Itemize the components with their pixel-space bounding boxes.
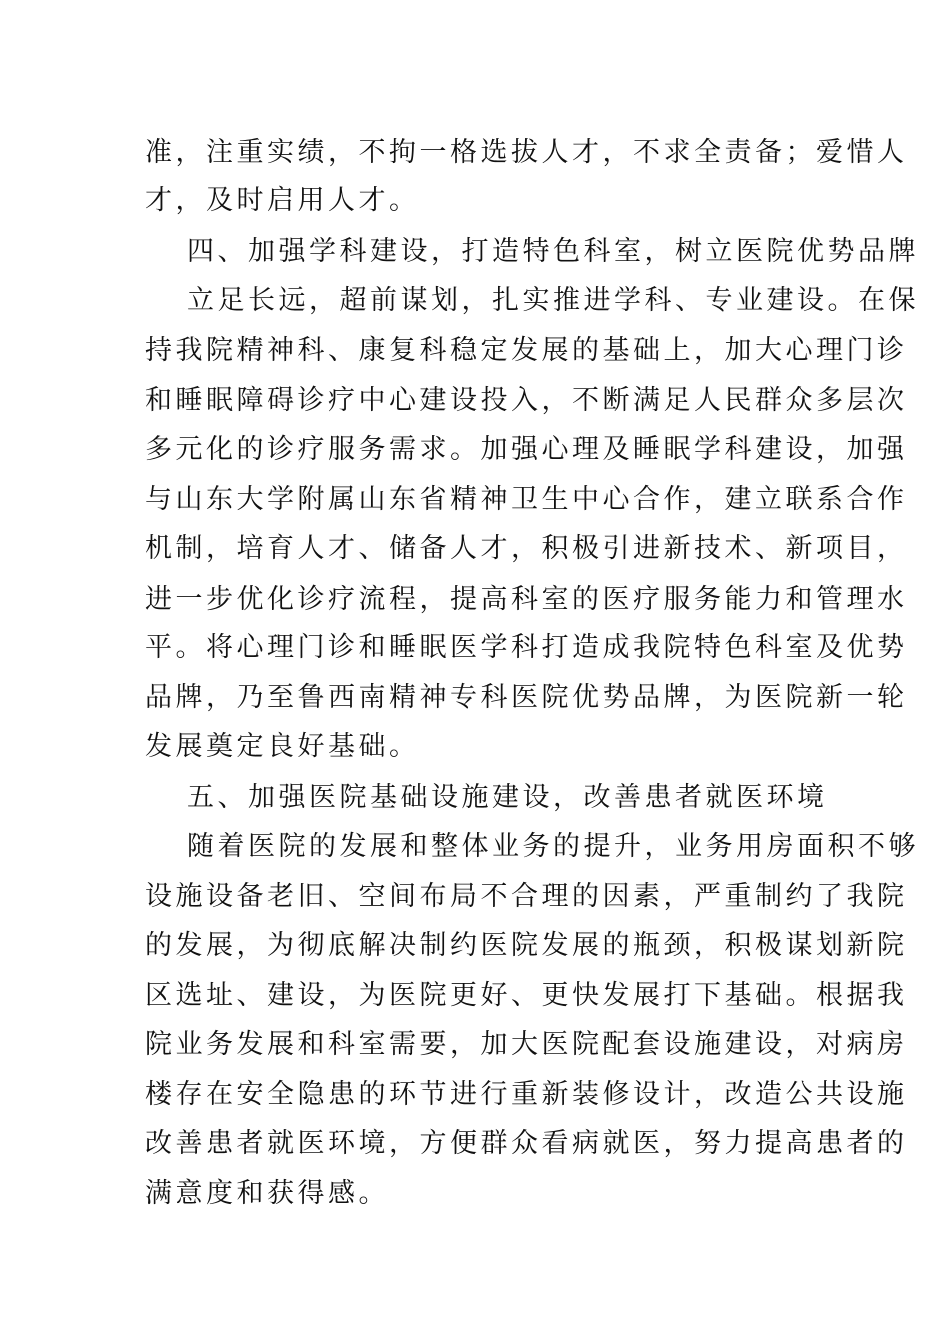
section-heading: 四、加强学科建设，打造特色科室，树立医院优势品牌 bbox=[187, 236, 919, 267]
text-line: 与山东大学附属山东省精神卫生中心合作，建立联系合作 bbox=[145, 484, 908, 515]
text-line: 多元化的诊疗服务需求。加强心理及睡眠学科建设，加强 bbox=[145, 434, 908, 465]
text-line: 发展奠定良好基础。 bbox=[145, 731, 420, 762]
text-line: 区选址、建设，为医院更好、更快发展打下基础。根据我 bbox=[145, 980, 908, 1011]
text-line: 平。将心理门诊和睡眠医学科打造成我院特色科室及优势 bbox=[145, 632, 908, 663]
text-line: 随着医院的发展和整体业务的提升，业务用房面积不够 bbox=[187, 831, 919, 862]
text-line: 院业务发展和科室需要，加大医院配套设施建设，对病房 bbox=[145, 1029, 908, 1060]
section-heading: 五、加强医院基础设施建设，改善患者就医环境 bbox=[187, 782, 828, 813]
text-line: 设施设备老旧、空间布局不合理的因素，严重制约了我院 bbox=[145, 881, 908, 912]
text-line: 的发展，为彻底解决制约医院发展的瓶颈，积极谋划新院 bbox=[145, 930, 908, 961]
text-line: 进一步优化诊疗流程，提高科室的医疗服务能力和管理水 bbox=[145, 584, 908, 615]
text-line: 才，及时启用人才。 bbox=[145, 185, 420, 216]
text-line: 楼存在安全隐患的环节进行重新装修设计，改造公共设施 bbox=[145, 1079, 908, 1110]
text-line: 满意度和获得感。 bbox=[145, 1178, 389, 1209]
text-line: 立足长远，超前谋划，扎实推进学科、专业建设。在保 bbox=[187, 285, 919, 316]
text-line: 品牌，乃至鲁西南精神专科医院优势品牌，为医院新一轮 bbox=[145, 682, 908, 713]
text-line: 持我院精神科、康复科稳定发展的基础上，加大心理门诊 bbox=[145, 335, 908, 366]
text-line: 和睡眠障碍诊疗中心建设投入，不断满足人民群众多层次 bbox=[145, 385, 908, 416]
text-line: 准，注重实绩，不拘一格选拔人才，不求全责备；爱惜人 bbox=[145, 137, 908, 168]
text-line: 机制，培育人才、储备人才，积极引进新技术、新项目， bbox=[145, 533, 908, 564]
text-line: 改善患者就医环境，方便群众看病就医，努力提高患者的 bbox=[145, 1128, 908, 1159]
